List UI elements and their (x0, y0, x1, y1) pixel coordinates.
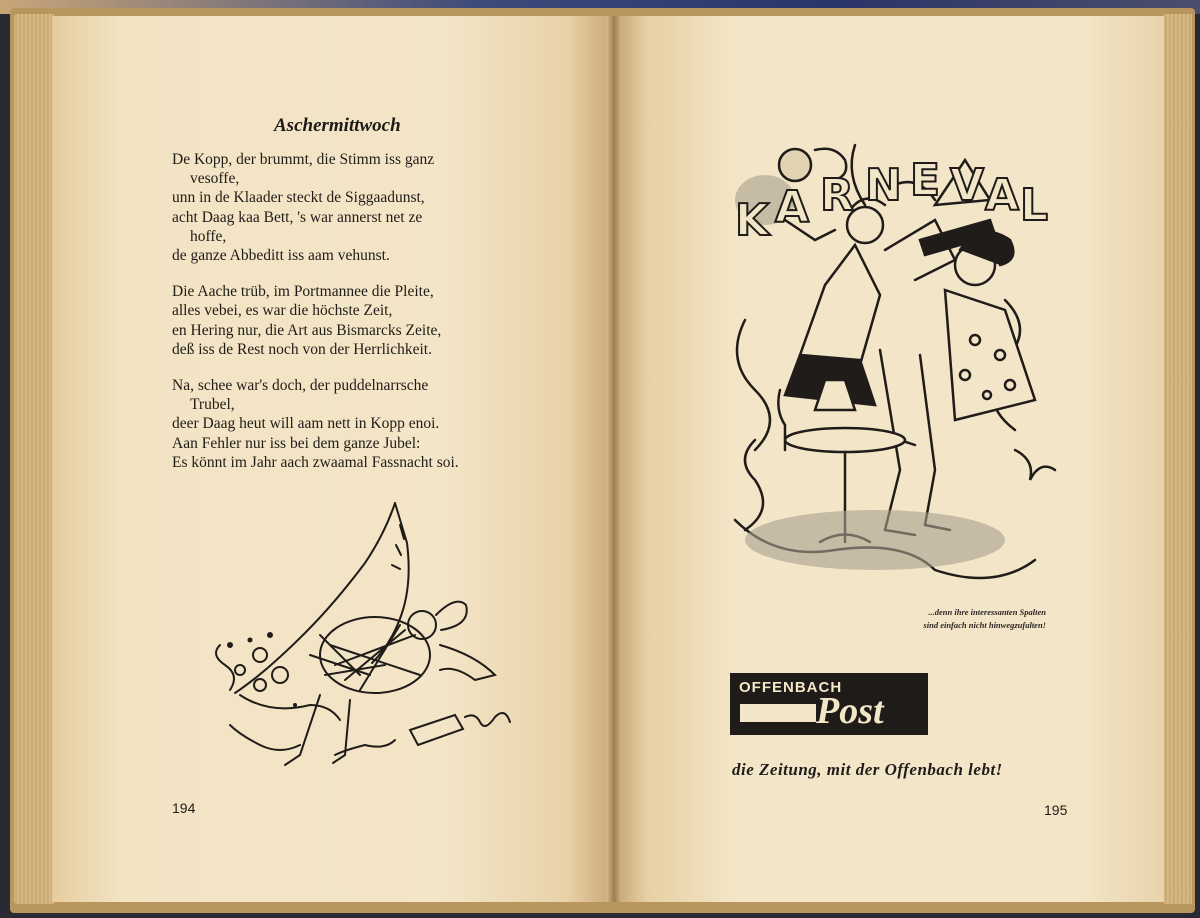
svg-text:R: R (820, 170, 854, 221)
advert-slogan: die Zeitung, mit der Offenbach lebt! (732, 760, 1003, 779)
svg-text:L: L (1020, 180, 1049, 231)
poem-body (172, 150, 552, 489)
poem-line: de ganze Abbeditt iss aam vehunst. (172, 247, 390, 265)
svg-text:V: V (950, 160, 985, 211)
page-edges-left (14, 14, 54, 904)
advert-caption (826, 606, 1046, 632)
poem-line: alles vebei, es war die höchste Zeit, (172, 302, 393, 320)
poem-line: Aan Fehler nur iss bei dem ganze Jubel: (172, 434, 421, 452)
page-number-right: 195 (1044, 802, 1068, 818)
poem-line: Die Aache trüb, im Portmannee die Pleite, (172, 283, 434, 301)
poem-line: deß iss de Rest noch von der Herrlichkeit. (172, 340, 432, 358)
logo-top-text: OFFENBACH (739, 679, 843, 696)
svg-text:A: A (985, 170, 1020, 221)
stanza-3 (172, 376, 552, 472)
poem-line: Es könnt im Jahr aach zwaamal Fassnacht soi. (172, 453, 459, 471)
poem-line: Trubel, (190, 396, 235, 414)
poem-title: Aschermittwoch (274, 115, 401, 136)
page-number-left: 194 (172, 800, 196, 816)
page-edges-right (1164, 14, 1192, 904)
poem-line: vesoffe, (190, 170, 240, 188)
poem-line: hoffe, (190, 227, 227, 245)
stanza-2 (172, 282, 552, 359)
poem-line: deer Daag heut will aam nett in Kopp enoi. (172, 415, 440, 433)
offenbach-post-logo (730, 673, 928, 735)
stanza-1 (172, 150, 552, 265)
poem-line: unn in de Klaader steckt de Siggaadunst, (172, 189, 425, 207)
book-gutter (606, 16, 622, 902)
logo-band (740, 704, 816, 722)
poem-line: en Hering nur, die Art aus Bismarcks Zeite, (172, 321, 442, 339)
caption-line: sind einfach nicht hinwegzufalten! (923, 620, 1046, 630)
svg-text:E: E (910, 155, 941, 206)
caption-line: ...denn ihre interessanten Spalten (928, 607, 1046, 617)
poem-line: acht Daag kaa Bett, 's war annerst net ze (172, 208, 423, 226)
reveller-cartoon-icon (200, 495, 520, 785)
poem-line: Na, schee war's doch, der puddelnarrsche (172, 377, 429, 395)
svg-text:N: N (865, 160, 902, 211)
carnival-dancers-icon (725, 140, 1049, 605)
svg-text:K: K (735, 195, 770, 246)
logo-script-text: Post (816, 690, 884, 732)
poem-line: De Kopp, der brummt, die Stimm iss ganz (172, 151, 435, 168)
svg-text:A: A (775, 182, 810, 233)
